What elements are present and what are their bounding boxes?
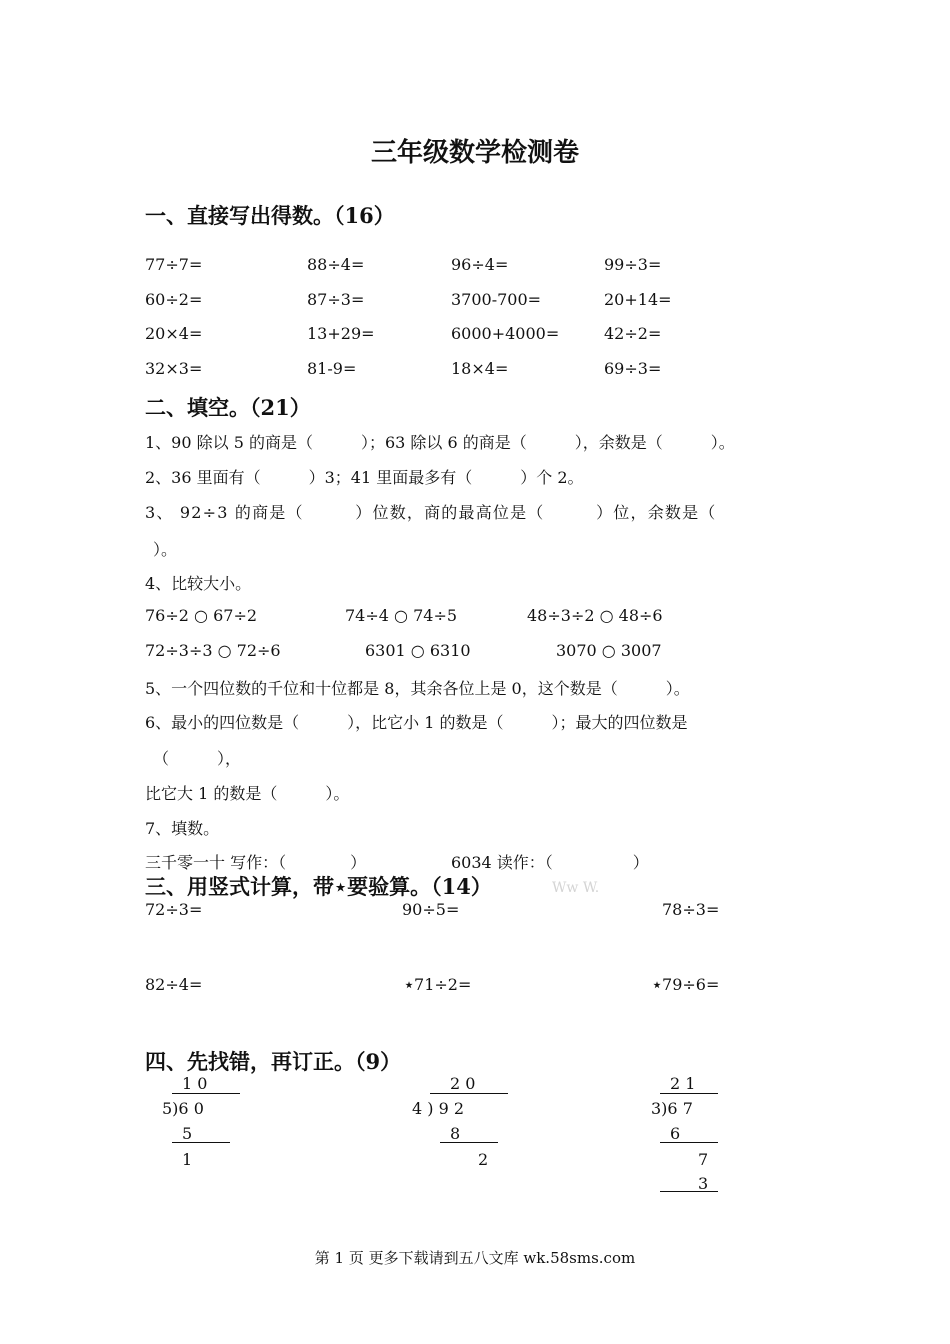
section-2-heading: 二、填空。（21） bbox=[145, 395, 311, 420]
fill-question-7b: 6034 读作：（ ） bbox=[451, 853, 649, 872]
problem: 96÷4= bbox=[451, 255, 509, 274]
dividend: 4 ) 9 2 bbox=[412, 1099, 465, 1118]
subtraction-line bbox=[660, 1191, 718, 1192]
fill-question-2: 2、36 里面有（ ）3；41 里面最多有（ ）个 2。 bbox=[145, 468, 584, 487]
fill-question-7a: 三千零一十 写作：（ ） bbox=[145, 853, 367, 872]
quotient: 2 1 bbox=[670, 1074, 696, 1093]
problem: 88÷4= bbox=[307, 255, 365, 274]
calc-problem-starred bbox=[404, 975, 471, 994]
star-icon: ⋆ bbox=[652, 975, 663, 994]
page-footer: 第 1 页 更多下载请到五八文库 wk.58sms.com bbox=[314, 1249, 636, 1267]
subtrahend: 8 bbox=[450, 1124, 461, 1143]
problem: 32×3= bbox=[145, 359, 203, 378]
problem: 69÷3= bbox=[604, 359, 662, 378]
fill-question-6: 6、最小的四位数是（ ），比它小 1 的数是（ ）；最大的四位数是 bbox=[145, 713, 688, 732]
problem: 3700-700= bbox=[451, 290, 542, 309]
compare-item: 72÷3÷3 ○ 72÷6 bbox=[145, 641, 281, 660]
fill-question-4: 4、比较大小。 bbox=[145, 574, 252, 593]
calc-problem: 82÷4= bbox=[145, 975, 203, 994]
compare-item: 6301 ○ 6310 bbox=[365, 641, 471, 660]
compare-item: 3070 ○ 3007 bbox=[556, 641, 662, 660]
problem: 60÷2= bbox=[145, 290, 203, 309]
subtraction-line bbox=[440, 1142, 498, 1143]
page-title: 三年级数学检测卷 bbox=[370, 138, 579, 168]
watermark: Ww W. bbox=[552, 880, 600, 896]
problem: 20×4= bbox=[145, 324, 203, 343]
compare-item: 74÷4 ○ 74÷5 bbox=[345, 606, 458, 625]
remainder: 2 bbox=[478, 1150, 489, 1169]
intermediate: 7 bbox=[698, 1150, 709, 1169]
compare-item: 76÷2 ○ 67÷2 bbox=[145, 606, 258, 625]
section-3-heading bbox=[145, 871, 492, 901]
quotient: 2 0 bbox=[450, 1074, 476, 1093]
fill-question-1: 1、90 除以 5 的商是（ ）；63 除以 6 的商是（ ），余数是（ ）。 bbox=[145, 433, 735, 452]
remainder: 1 bbox=[182, 1150, 193, 1169]
dividend: 3)6 7 bbox=[651, 1099, 693, 1118]
calc-problem: 72÷3= bbox=[145, 900, 203, 919]
compare-item: 48÷3÷2 ○ 48÷6 bbox=[527, 606, 663, 625]
calc-text: 71÷2= bbox=[414, 975, 472, 994]
problem: 20+14= bbox=[604, 290, 672, 309]
problem: 87÷3= bbox=[307, 290, 365, 309]
fill-question-3-cont: ）。 bbox=[153, 540, 178, 559]
division-bar bbox=[172, 1093, 240, 1094]
subtraction-line bbox=[172, 1142, 230, 1143]
calc-problem: 90÷5= bbox=[402, 900, 460, 919]
section-1-heading: 一、直接写出得数。（16） bbox=[145, 203, 395, 228]
calc-problem-starred bbox=[652, 975, 719, 994]
fill-question-3: 3、 92÷3 的商是（ ）位数，商的最高位是（ ）位，余数是（ bbox=[145, 503, 717, 522]
section-4-heading: 四、先找错，再订正。（9） bbox=[145, 1049, 402, 1074]
division-bar bbox=[660, 1093, 718, 1094]
fill-question-6-cont: （ ）， bbox=[153, 749, 242, 768]
problem: 42÷2= bbox=[604, 324, 662, 343]
problem: 6000+4000= bbox=[451, 324, 560, 343]
fill-question-5: 5、一个四位数的千位和十位都是 8，其余各位上是 0，这个数是（ ）。 bbox=[145, 679, 690, 698]
subtrahend: 6 bbox=[670, 1124, 681, 1143]
fill-question-6-cont2: 比它大 1 的数是（ ）。 bbox=[145, 784, 350, 803]
problem: 13+29= bbox=[307, 324, 375, 343]
calc-text: 79÷6= bbox=[662, 975, 720, 994]
quotient: 1 0 bbox=[182, 1074, 208, 1093]
remainder: 3 bbox=[698, 1174, 709, 1193]
subtraction-line bbox=[660, 1142, 718, 1143]
problem: 77÷7= bbox=[145, 255, 203, 274]
section-3-heading-pre: 三、用竖式计算，带 bbox=[145, 874, 334, 899]
section-3-heading-post: 要验算。（14） bbox=[347, 874, 492, 899]
star-icon: ⋆ bbox=[404, 975, 415, 994]
problem: 81-9= bbox=[307, 359, 357, 378]
star-icon: ⋆ bbox=[334, 875, 348, 899]
subtrahend: 5 bbox=[182, 1124, 193, 1143]
problem: 18×4= bbox=[451, 359, 509, 378]
problem: 99÷3= bbox=[604, 255, 662, 274]
dividend: 5)6 0 bbox=[162, 1099, 204, 1118]
calc-problem: 78÷3= bbox=[662, 900, 720, 919]
fill-question-7: 7、填数。 bbox=[145, 819, 220, 838]
division-bar bbox=[430, 1093, 508, 1094]
